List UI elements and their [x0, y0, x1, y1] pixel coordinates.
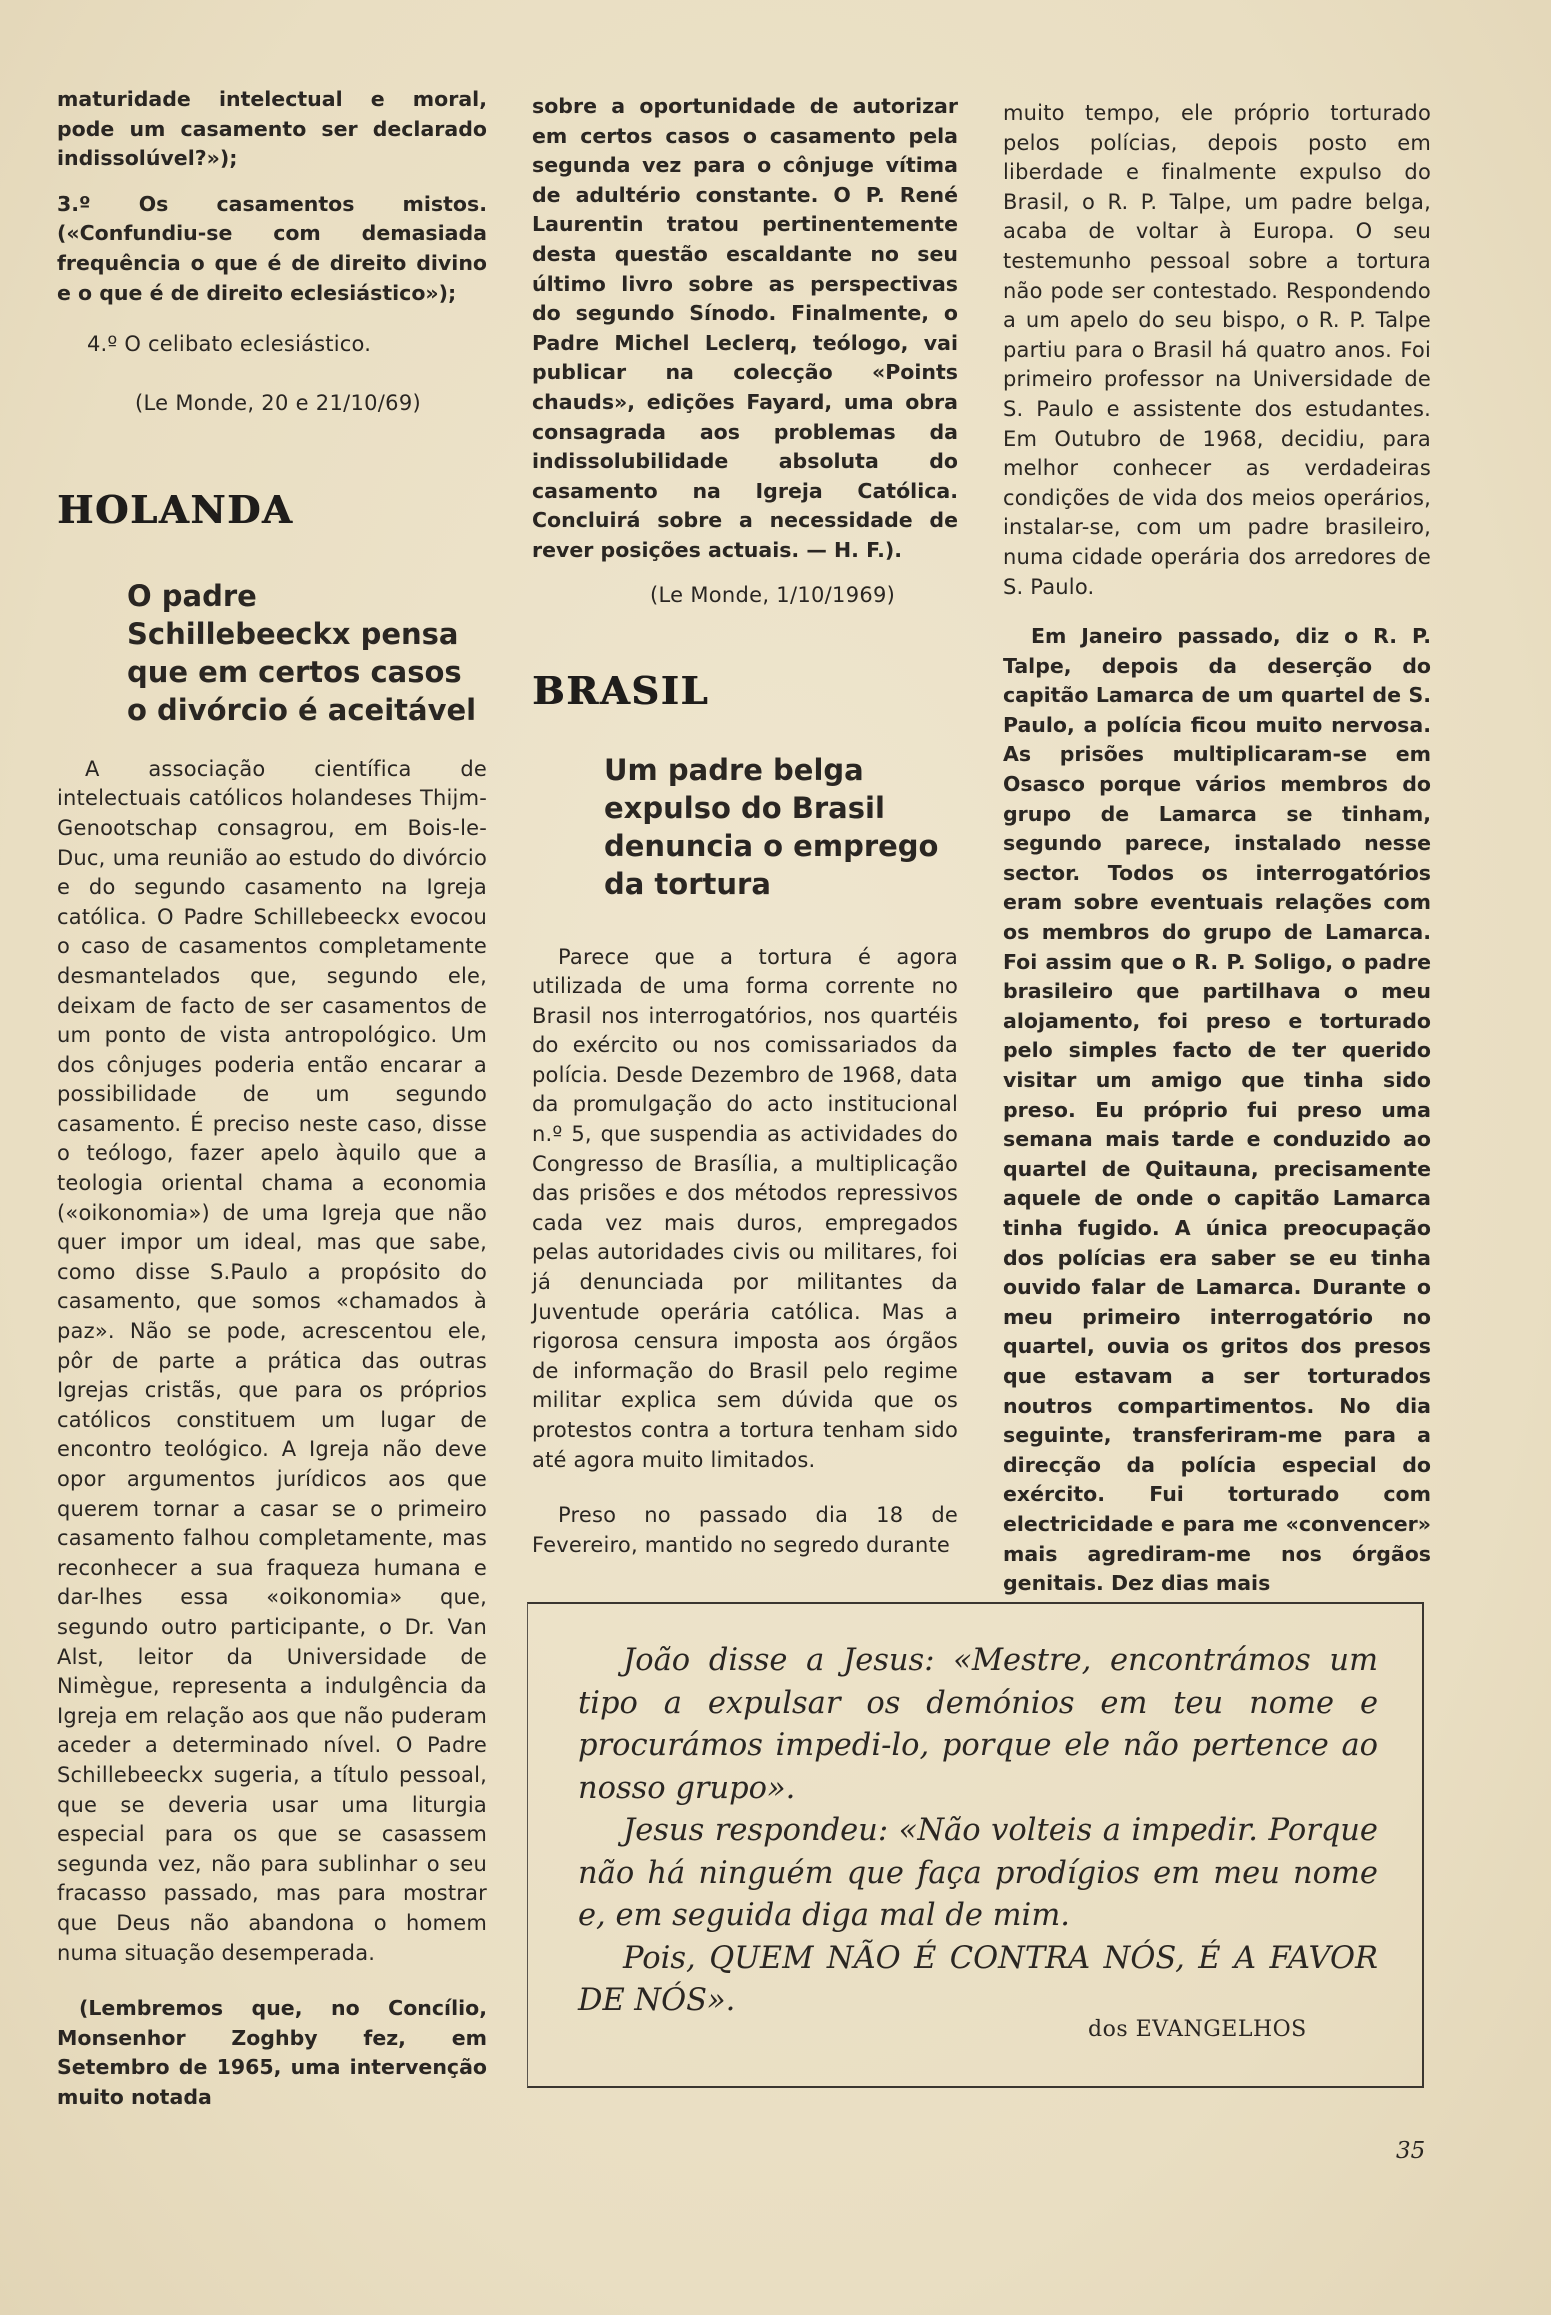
article-body-brasil-para2-continued: muito tempo, ele próprio torturado pelos polícias, depois posto em liberdade e finalmente expulso do Brasil, o R. P. Talpe, um padre belga, acaba de voltar à Europa. O seu testemunho pessoal sobre a tortura não pode ser contestado. Respondendo a um apelo do seu bispo, o R. P. Talpe partiu para o Brasil há quatro anos. Foi primeiro professor na Universidade de S. Paulo e assistente dos estudantes. Em Outubro de 1968, decidiu, para melhor conhecer as verdadeiras condições de vida dos meios operários, instalar-se, com um padre brasileiro, numa cidade operária dos arredores de S. Paulo.	[1003, 101, 1431, 599]
column-right	[1003, 99, 1431, 1599]
continued-list-intro: maturidade intelectual e moral, pode um casamento ser declarado indissolúvel?»);	[57, 87, 487, 171]
quote-paragraph-2: Jesus respondeu: «Não volteis a impedir. Porque não há ninguém que faça prodígios em meu nome e, em seguida diga mal de mim.	[578, 1813, 1378, 1933]
gospel-quote-text	[578, 1640, 1378, 2023]
page-number: 35	[1396, 2138, 1426, 2164]
gospel-quote-box	[527, 1602, 1424, 2088]
article-headline-holanda: O padre Schillebeeckx pensa que em certos casos o divórcio é aceitável	[127, 578, 477, 727]
section-heading-brasil: BRASIL	[532, 667, 710, 713]
article-body-brasil-para1: Parece que a tortura é agora utilizada de uma forma corrente no Brasil nos interrogatórios, nos quartéis do exército ou nos comissariados da polícia. Desde Dezembro de 1968, data da promulgação do acto institucional n.º 5, que suspendia as actividades do Congresso de Brasília, a multiplicação das prisões e dos métodos repressivos cada vez mais duros, empregados pelas autoridades civis ou militares, foi já denunciada por militantes da Juventude operária católica. Mas a rigorosa censura imposta aos órgãos de informação do Brasil pelo regime militar explica sem dúvida que os protestos contra a tortura tenham sido até agora muito limitados.	[532, 944, 958, 1472]
column-left	[57, 85, 487, 2112]
editor-note-continued: sobre a oportunidade de autorizar em certos casos o casamento pela segunda vez para o cônjuge vítima de adultério constante. O P. René Laurentin tratou pertinentemente desta questão escaldante no seu último livro sobre as perspectivas do segundo Sínodo. Finalmente, o Padre Michel Leclerq, teólogo, vai publicar na colecção «Points chauds», edições Fayard, uma obra consagrada aos problemas da indissolubilidade absoluta do casamento na Igreja Católica. Concluirá sobre a necessidade de rever posições actuais. — H. F.).	[532, 94, 958, 562]
column-middle	[532, 92, 958, 1560]
source-citation: (Le Monde, 20 e 21/10/69)	[135, 390, 421, 415]
article-body-brasil-para2-start: Preso no passado dia 18 de Fevereiro, mantido no segredo durante	[532, 1503, 958, 1557]
editor-note-start: (Lembremos que, no Concílio, Monsenhor Zoghby fez, em Setembro de 1965, uma intervenção muito notada	[57, 1996, 487, 2109]
article-headline-brasil: Um padre belga expulso do Brasil denuncia o emprego da tortura	[604, 752, 939, 901]
source-citation-holanda: (Le Monde, 1/10/1969)	[650, 582, 896, 607]
list-item-3-text: 3.º Os casamentos mistos. («Confundiu-se com demasiada frequência o que é de direito divino e o que é de direito eclesiástico»);	[57, 191, 487, 305]
list-item-4: 4.º O celibato eclesiástico.	[87, 332, 372, 357]
quote-source: dos EVANGELHOS	[1088, 2017, 1307, 2042]
quote-paragraph-1: João disse a Jesus: «Mestre, encontrámos um tipo a expulsar os demónios em teu nome e procurámos impedi-lo, porque ele não pertence ao nosso grupo».	[578, 1643, 1378, 1806]
quote-paragraph-3: Pois, QUEM NÃO É CONTRA NÓS, É A FAVOR DE NÓS».	[578, 1940, 1378, 2018]
article-body-brasil-para3: Em Janeiro passado, diz o R. P. Talpe, depois da deserção do capitão Lamarca de um quartel de S. Paulo, a polícia ficou muito nervosa. As prisões multiplicaram-se em Osasco porque vários membros do grupo de Lamarca se tinham, segundo parece, instalado nesse sector. Todos os interrogatórios eram sobre eventuais relações com os membros do grupo de Lamarca. Foi assim que o R. P. Soligo, o padre brasileiro que partilhava o meu alojamento, foi preso e torturado pelo simples facto de ter querido visitar um amigo que tinha sido preso. Eu próprio fui preso uma semana mais tarde e conduzido ao quartel de Quitauna, precisamente aquele de onde o capitão Lamarca tinha fugido. A única preocupação dos polícias era saber se eu tinha ouvido falar de Lamarca. Durante o meu primeiro interrogatório no quartel, ouvia os gritos dos presos que estavam a ser torturados noutros compartimentos. No dia seguinte, transferiram-me para a direcção da polícia especial do exército. Fui torturado com electricidade e para me «convencer» mais agrediram-me nos órgãos genitais. Dez dias mais	[1003, 624, 1431, 1596]
list-item-3	[57, 190, 487, 308]
article-body-holanda: A associação científica de intelectuais católicos holandeses Thijm-Genootschap consagrou, em Bois-le-Duc, uma reunião ao estudo do divórcio e do segundo casamento na Igreja católica. O Padre Schillebeeckx evocou o caso de casamentos completamente desmantelados que, segundo ele, deixam de facto de ser casamentos de um ponto de vista antropológico. Um dos cônjuges poderia então encarar a possibilidade de um segundo casamento. É preciso neste caso, disse o teólogo, fazer apelo àquilo que a teologia oriental chama a economia («oikonomia») de uma Igreja que não quer impor um ideal, mas que sabe, como disse S.Paulo a propósito do casamento, que somos «chamados à paz». Não se pode, acrescentou ele, pôr de parte a prática das outras Igrejas cristãs, que para os próprios católicos constituem um lugar de encontro teológico. A Igreja não deve opor argumentos jurídicos aos que querem tornar a casar se o primeiro casamento falhou completamente, mas reconhecer a sua fraqueza humana e dar-lhes essa «oikonomia» que, segundo outro participante, o Dr. Van Alst, leitor da Universidade de Nimègue, representa a indulgência da Igreja em relação aos que não puderam aceder a determinado nível. O Padre Schillebeeckx sugeria, a título pessoal, que se deveria usar uma liturgia especial para os que se casassem segunda vez, não para sublinhar o seu fracasso passado, mas para mostrar que Deus não abandona o homem numa situação desemperada.	[57, 756, 487, 1965]
section-heading-holanda: HOLANDA	[57, 486, 294, 532]
